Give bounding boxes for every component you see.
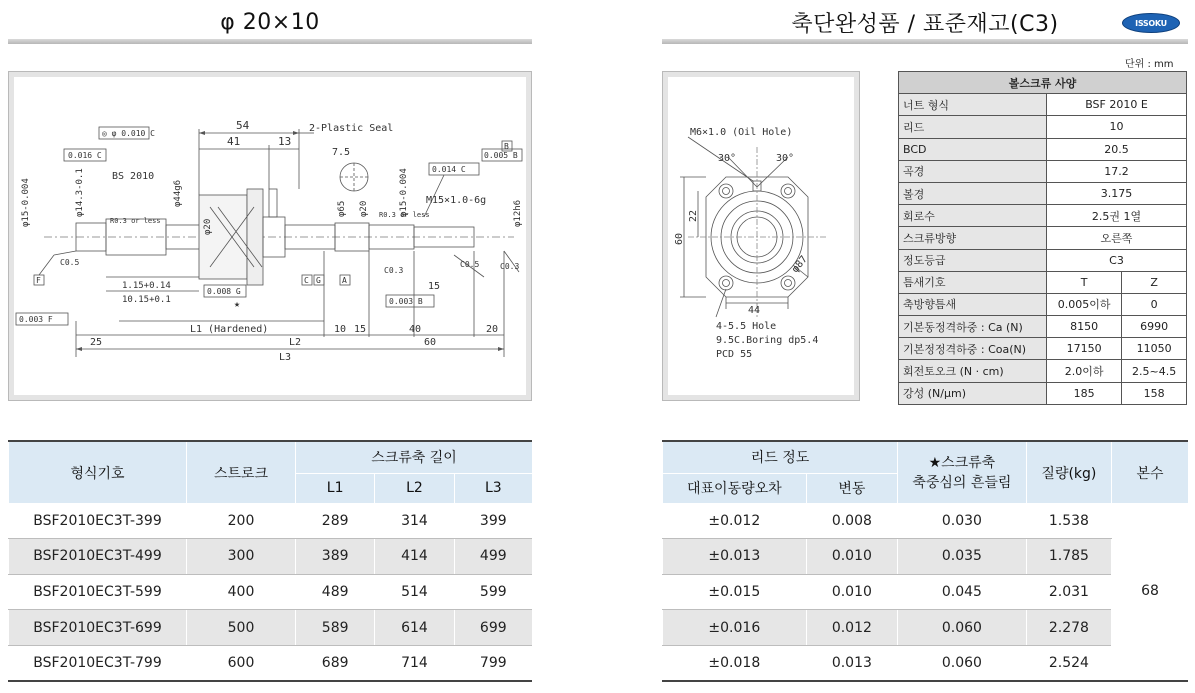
dia-15-right: φ15-0.004: [399, 168, 409, 217]
page-title-size: φ 20×10: [220, 9, 320, 35]
col-length: 스크류축 길이: [296, 441, 533, 473]
tol-f: 0.003 F: [19, 315, 53, 324]
dia-65: φ65: [337, 200, 347, 217]
model-label: BS 2010: [112, 171, 155, 182]
header-left: [8, 4, 532, 44]
len-1015: 10.15+0.1: [122, 295, 171, 305]
table-row: ±0.016 0.012 0.060 2.278: [663, 610, 1189, 646]
spec-row-split: 기본동정격하중 : Ca (N) 8150 6990: [899, 316, 1187, 338]
c05-right: C0.5: [460, 260, 480, 269]
c03-right: C0.3: [500, 262, 520, 271]
len-115: 1.15+0.14: [122, 281, 171, 291]
dim-10: 10: [334, 324, 347, 335]
spec-row-split: 기본정정격하중 : Coa(N) 17150 11050: [899, 338, 1187, 360]
spec-row: 정도등급 C3: [899, 249, 1187, 271]
oil-hole-label: M6×1.0 (Oil Hole): [690, 127, 793, 138]
tol-b: 0.005 B: [484, 151, 518, 160]
ballscrew-spec-table: [898, 71, 1187, 405]
dia-20-left: φ20: [203, 218, 213, 235]
spec-row: 곡경 17.2: [899, 160, 1187, 182]
lead-accuracy-table: [662, 440, 1188, 682]
dim-15-right: 15: [428, 281, 441, 292]
fig-75: 7.5: [332, 147, 351, 158]
spec-title: 볼스크류 사양: [899, 72, 1187, 94]
spec-row: 너트 형식 BSF 2010 E: [899, 94, 1187, 116]
seal-label: 2-Plastic Seal: [309, 123, 394, 134]
datum-c: C: [304, 276, 309, 285]
col-l3: L3: [454, 473, 532, 503]
datum-a: A: [342, 276, 347, 285]
count-value: 68: [1112, 503, 1188, 681]
dia-12: φ12h6: [513, 199, 523, 227]
dim-60: 60: [424, 337, 437, 348]
spec-row-split: 축방향틈새 0.005이하 0: [899, 293, 1187, 315]
col-mass: 질량(kg): [1026, 441, 1111, 503]
col-rep-error: 대표이동량오차: [663, 473, 807, 503]
table-row: BSF2010EC3T-799 600 689 714 799: [9, 645, 533, 681]
dim-13: 13: [278, 135, 292, 148]
datum-b: B: [504, 142, 509, 151]
ballscrew-drawing-panel: [8, 71, 532, 401]
header-right: [662, 4, 1188, 44]
dim-l1: L1 (Hardened): [190, 324, 269, 335]
unit-label: 단위 : mm: [1125, 59, 1174, 70]
tol-c: ◎ φ 0.010 C: [102, 129, 155, 138]
dim-25: 25: [90, 337, 103, 348]
dim-15-mid: 15: [354, 324, 367, 335]
dim-44: 44: [748, 305, 761, 316]
flange-drawing: [668, 77, 854, 395]
angle-30-left: 30°: [718, 153, 737, 164]
spec-row: 볼경 3.175: [899, 182, 1187, 204]
dim-41: 41: [227, 135, 241, 148]
r03-left: R0.3 or less: [110, 217, 161, 225]
pcd-spec: PCD 55: [716, 349, 753, 360]
col-model: 형식기호: [9, 441, 187, 503]
angle-30-right: 30°: [776, 153, 795, 164]
col-count: 본수: [1112, 441, 1188, 503]
table-row: ±0.013 0.010 0.035 1.785: [663, 539, 1189, 575]
model-table: [8, 440, 532, 682]
col-runout: ★스크류축 축중심의 흔들림: [898, 441, 1027, 503]
col-lead: 리드 정도: [663, 441, 898, 473]
header-underline-right: [662, 39, 1188, 44]
dim-60-flange: 60: [674, 232, 685, 245]
spec-row-split: 강성 (N/μm) 185 158: [899, 382, 1187, 404]
c03-mid: C0.3: [384, 266, 404, 275]
flange-drawing-area: [668, 77, 854, 395]
tol-e: 0.016 C: [68, 151, 102, 160]
drawing-area: [14, 77, 526, 395]
tol-g2: 0.008 G: [207, 287, 241, 296]
dia-15-left: φ15-0.004: [21, 178, 31, 227]
r03-right: R0.3 or less: [379, 211, 430, 219]
dia-87: φ87: [789, 254, 810, 275]
spec-row: 회로수 2.5권 1열: [899, 205, 1187, 227]
tol-b2: 0.003 B: [389, 297, 423, 306]
c05-left: C0.5: [60, 258, 80, 267]
dia-20-right: φ20: [359, 200, 369, 217]
dim-54: 54: [236, 119, 250, 132]
thread-label: M15×1.0-6g: [426, 195, 487, 206]
spec-row-split: 틈새기호 T Z: [899, 271, 1187, 293]
star-mark: ★: [234, 299, 241, 310]
dia-44: φ44g6: [173, 179, 183, 207]
page-title-product: 축단완성품 / 표준재고(C3): [791, 11, 1059, 37]
dim-22: 22: [688, 209, 699, 222]
col-variation: 변동: [806, 473, 897, 503]
datum-g: G: [316, 276, 321, 285]
spec-row: 리드 10: [899, 116, 1187, 138]
hole-spec: 4-5.5 Hole: [716, 321, 777, 332]
dim-40: 40: [409, 324, 422, 335]
dia-14: φ14.3-0.1: [75, 168, 85, 217]
col-l2: L2: [375, 473, 454, 503]
col-stroke: 스트로크: [187, 441, 296, 503]
dim-l3: L3: [279, 352, 292, 363]
dim-20: 20: [486, 324, 499, 335]
table-row: BSF2010EC3T-699 500 589 614 699: [9, 610, 533, 646]
datum-f: F: [36, 276, 41, 285]
spec-row: 스크류방향 오른쪽: [899, 227, 1187, 249]
boring-spec: 9.5C.Boring dp5.4: [716, 335, 819, 346]
ballscrew-drawing: [14, 77, 526, 395]
tol-g: 0.014 C: [432, 165, 466, 174]
table-row: ±0.012 0.008 0.030 1.538 68: [663, 503, 1189, 539]
table-row: BSF2010EC3T-499 300 389 414 499: [9, 539, 533, 575]
spec-row: BCD 20.5: [899, 138, 1187, 160]
table-row: BSF2010EC3T-599 400 489 514 599: [9, 574, 533, 610]
issoku-logo: ISSOKU: [1122, 13, 1180, 33]
table-row: BSF2010EC3T-399 200 289 314 399: [9, 503, 533, 539]
col-l1: L1: [296, 473, 375, 503]
table-row: ±0.015 0.010 0.045 2.031: [663, 574, 1189, 610]
flange-drawing-panel: [662, 71, 860, 401]
spec-row-split: 회전토오크 (N · cm) 2.0이하 2.5~4.5: [899, 360, 1187, 382]
dim-l2: L2: [289, 337, 302, 348]
table-row: ±0.018 0.013 0.060 2.524: [663, 645, 1189, 681]
header-underline: [8, 39, 532, 44]
